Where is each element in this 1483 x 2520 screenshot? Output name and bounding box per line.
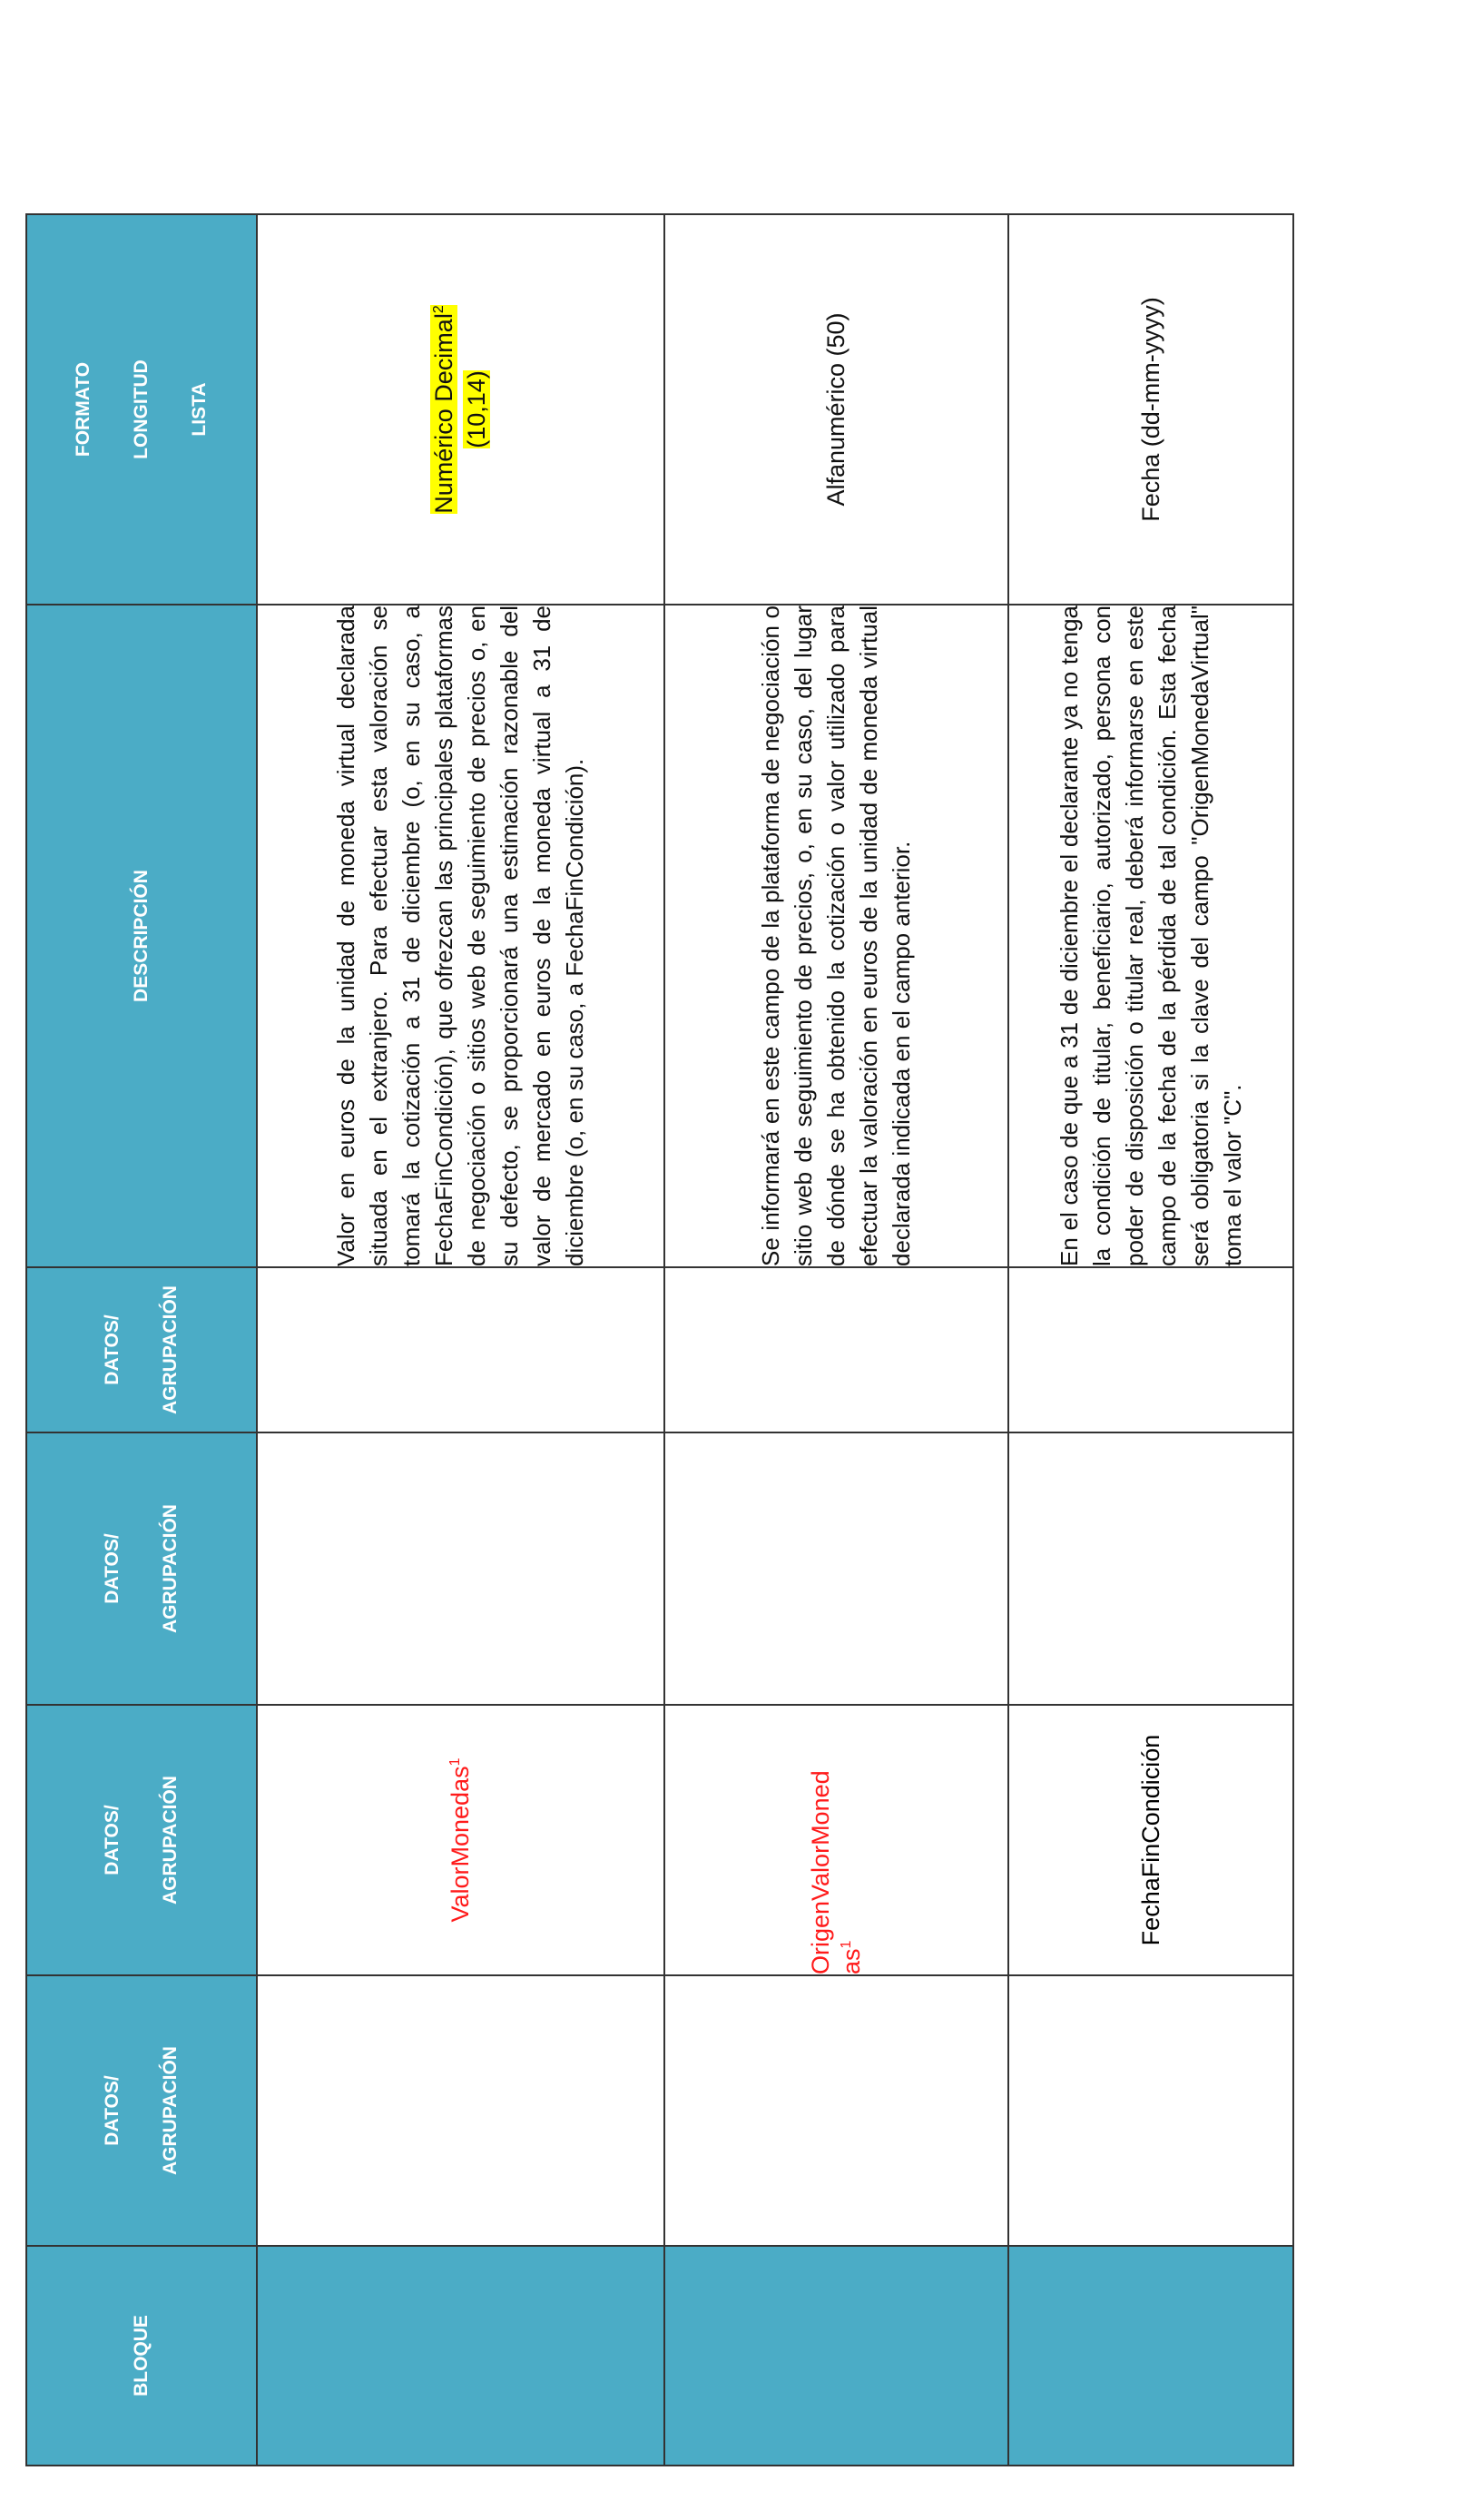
description-cell: Valor en euros de la unidad de moneda virtual declarada situada en el extranjero. Para efectuar esta valoración se tomará la cotización a 31 de diciembre (o, en su caso, a FechaFinCondición), que ofrezcan las principales plataformas de negociación o sitios web de seguimiento de precios o, en su defecto, se proporcionará una estimación razonable del valor de mercado en euros de la moneda virtual a 31 de diciembre (o, en su caso, a FechaFinCondición). xyxy=(257,605,664,1267)
format-size: (10,14) xyxy=(463,370,491,448)
field-name: ValorMonedas xyxy=(447,1766,475,1923)
format-highlight: Numérico Decimal$^2$ xyxy=(430,305,458,514)
table-row xyxy=(1008,214,1293,2466)
description-cell: En el caso de que a 31 de diciembre el declarante ya no tenga la condición de titular, beneficiario, autorizado, persona con poder de disposición o titular real, deberá informarse en este campo de la fecha de la pérdida de tal condición. Esta fecha será obligatoria si la clave del campo "OrigenMonedaVirtual" toma el valor "C". xyxy=(1008,605,1293,1267)
empty-cell xyxy=(257,1975,664,2246)
bloque-cell xyxy=(1008,2246,1293,2466)
table-row xyxy=(664,214,1008,2466)
empty-cell xyxy=(257,1432,664,1705)
field-spec-table xyxy=(25,213,1294,2466)
field-footnote: 1 xyxy=(839,1940,855,1949)
description-cell: Se informará en este campo de la plataforma de negociación o sitio web de seguimiento de precios, o, en su caso, del lugar de dónde se ha obtenido la cotización o valor utilizado para efectuar la valoración en euros de la unidad de moneda virtual declarada indicada en el campo anterior. xyxy=(664,605,1008,1267)
format-cell xyxy=(257,214,664,605)
header-datos-agrupacion-4: DATOS/ AGRUPACIÓN xyxy=(26,1267,257,1432)
bloque-cell xyxy=(257,2246,664,2466)
empty-cell xyxy=(1008,1975,1293,2246)
field-name-cell xyxy=(257,1705,664,1975)
empty-cell xyxy=(664,1432,1008,1705)
empty-cell xyxy=(664,1267,1008,1432)
empty-cell xyxy=(1008,1267,1293,1432)
format-cell: Fecha (dd-mm-yyyy) xyxy=(1008,214,1293,605)
header-datos-agrupacion-1: DATOS/ AGRUPACIÓN xyxy=(26,1975,257,2246)
header-row xyxy=(26,214,257,2466)
rotated-page xyxy=(25,215,1294,2466)
field-name-cell xyxy=(1008,1705,1293,1975)
header-bloque: BLOQUE xyxy=(26,2246,257,2466)
empty-cell xyxy=(1008,1432,1293,1705)
empty-cell xyxy=(257,1267,664,1432)
field-name: OrigenValorMoned as xyxy=(807,1770,866,1974)
empty-cell xyxy=(664,1975,1008,2246)
table-row xyxy=(257,214,664,2466)
header-descripcion: DESCRIPCIÓN xyxy=(26,605,257,1267)
format-footnote: 2 xyxy=(431,305,447,314)
field-footnote: 1 xyxy=(447,1757,464,1767)
header-datos-agrupacion-3: DATOS/ AGRUPACIÓN xyxy=(26,1432,257,1705)
field-name: FechaFinCondición xyxy=(1137,1734,1165,1946)
header-datos-agrupacion-2: DATOS/ AGRUPACIÓN xyxy=(26,1705,257,1975)
bloque-cell xyxy=(664,2246,1008,2466)
header-formato: FORMATO LONGITUD LISTA xyxy=(26,214,257,605)
field-name-cell xyxy=(664,1705,1008,1975)
format-cell: Alfanumérico (50) xyxy=(664,214,1008,605)
